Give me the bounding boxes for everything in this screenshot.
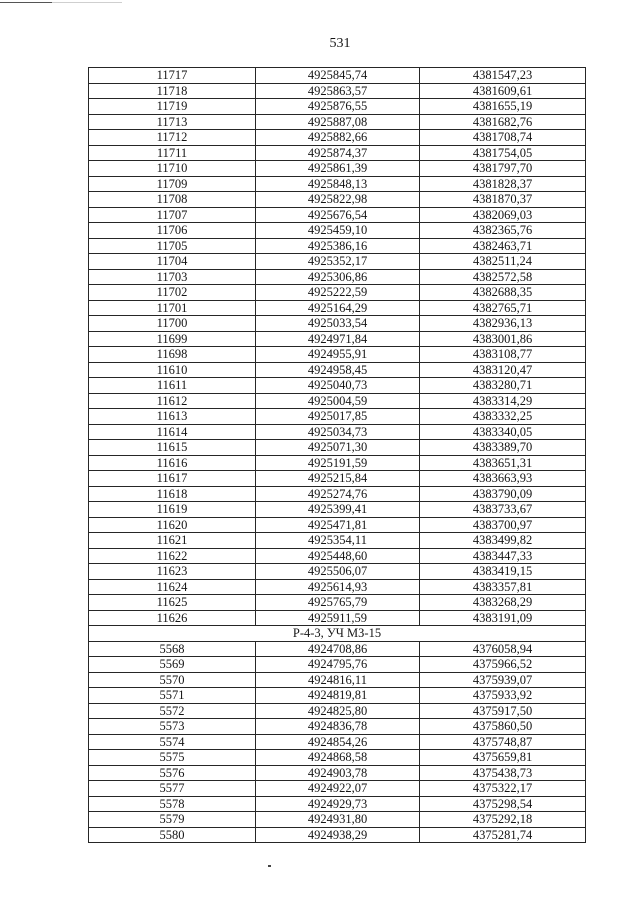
y-coordinate-cell: 4383120,47 xyxy=(420,362,586,378)
point-number-cell: 11710 xyxy=(89,161,256,177)
x-coordinate-cell: 4924819,81 xyxy=(256,688,420,704)
y-coordinate-cell: 4383419,15 xyxy=(420,564,586,580)
x-coordinate-cell: 4924836,78 xyxy=(256,719,420,735)
x-coordinate-cell: 4925765,79 xyxy=(256,595,420,611)
y-coordinate-cell: 4375659,81 xyxy=(420,750,586,766)
x-coordinate-cell: 4925191,59 xyxy=(256,455,420,471)
table-row xyxy=(89,393,586,409)
page-number: 531 xyxy=(329,36,351,51)
point-number-cell: 11706 xyxy=(89,223,256,239)
point-number-cell: 11718 xyxy=(89,83,256,99)
table-row xyxy=(89,812,586,828)
y-coordinate-cell: 4381870,37 xyxy=(420,192,586,208)
y-coordinate-cell: 4375438,73 xyxy=(420,765,586,781)
table-row xyxy=(89,719,586,735)
y-coordinate-cell: 4375298,54 xyxy=(420,796,586,812)
x-coordinate-cell: 4925822,98 xyxy=(256,192,420,208)
y-coordinate-cell: 4381754,05 xyxy=(420,145,586,161)
x-coordinate-cell: 4924938,29 xyxy=(256,827,420,843)
x-coordinate-cell: 4925861,39 xyxy=(256,161,420,177)
point-number-cell: 11701 xyxy=(89,300,256,316)
table-row xyxy=(89,114,586,130)
table-row xyxy=(89,192,586,208)
y-coordinate-cell: 4375933,92 xyxy=(420,688,586,704)
point-number-cell: 5570 xyxy=(89,672,256,688)
x-coordinate-cell: 4925863,57 xyxy=(256,83,420,99)
x-coordinate-cell: 4925034,73 xyxy=(256,424,420,440)
table-row xyxy=(89,300,586,316)
point-number-cell: 11625 xyxy=(89,595,256,611)
table-row xyxy=(89,238,586,254)
table-row xyxy=(89,688,586,704)
x-coordinate-cell: 4925459,10 xyxy=(256,223,420,239)
x-coordinate-cell: 4924854,26 xyxy=(256,734,420,750)
table-row xyxy=(89,533,586,549)
x-coordinate-cell: 4924971,84 xyxy=(256,331,420,347)
x-coordinate-cell: 4925352,17 xyxy=(256,254,420,270)
x-coordinate-cell: 4924955,91 xyxy=(256,347,420,363)
x-coordinate-cell: 4925274,76 xyxy=(256,486,420,502)
y-coordinate-cell: 4375939,07 xyxy=(420,672,586,688)
y-coordinate-cell: 4382936,13 xyxy=(420,316,586,332)
table-row xyxy=(89,781,586,797)
x-coordinate-cell: 4924816,11 xyxy=(256,672,420,688)
x-coordinate-cell: 4925614,93 xyxy=(256,579,420,595)
point-number-cell: 11624 xyxy=(89,579,256,595)
coordinates-table xyxy=(88,67,586,843)
table-row xyxy=(89,703,586,719)
point-number-cell: 11619 xyxy=(89,502,256,518)
point-number-cell: 5572 xyxy=(89,703,256,719)
table-row xyxy=(89,641,586,657)
point-number-cell: 11711 xyxy=(89,145,256,161)
table-row xyxy=(89,564,586,580)
point-number-cell: 11703 xyxy=(89,269,256,285)
table-row xyxy=(89,378,586,394)
table-row xyxy=(89,517,586,533)
y-coordinate-cell: 4381828,37 xyxy=(420,176,586,192)
x-coordinate-cell: 4925164,29 xyxy=(256,300,420,316)
point-number-cell: 11698 xyxy=(89,347,256,363)
point-number-cell: 5579 xyxy=(89,812,256,828)
y-coordinate-cell: 4383700,97 xyxy=(420,517,586,533)
y-coordinate-cell: 4381655,19 xyxy=(420,99,586,115)
x-coordinate-cell: 4925033,54 xyxy=(256,316,420,332)
y-coordinate-cell: 4382511,24 xyxy=(420,254,586,270)
x-coordinate-cell: 4925876,55 xyxy=(256,99,420,115)
table-body-group-1 xyxy=(89,68,586,626)
y-coordinate-cell: 4382572,58 xyxy=(420,269,586,285)
x-coordinate-cell: 4925874,37 xyxy=(256,145,420,161)
table-row xyxy=(89,471,586,487)
x-coordinate-cell: 4924929,73 xyxy=(256,796,420,812)
table-row xyxy=(89,595,586,611)
x-coordinate-cell: 4925882,66 xyxy=(256,130,420,146)
point-number-cell: 11620 xyxy=(89,517,256,533)
table-row xyxy=(89,610,586,626)
point-number-cell: 11626 xyxy=(89,610,256,626)
point-number-cell: 5574 xyxy=(89,734,256,750)
point-number-cell: 11700 xyxy=(89,316,256,332)
x-coordinate-cell: 4925471,81 xyxy=(256,517,420,533)
x-coordinate-cell: 4925399,41 xyxy=(256,502,420,518)
x-coordinate-cell: 4925448,60 xyxy=(256,548,420,564)
point-number-cell: 5569 xyxy=(89,657,256,673)
y-coordinate-cell: 4383280,71 xyxy=(420,378,586,394)
y-coordinate-cell: 4375917,50 xyxy=(420,703,586,719)
point-number-cell: 11612 xyxy=(89,393,256,409)
x-coordinate-cell: 4925040,73 xyxy=(256,378,420,394)
y-coordinate-cell: 4383663,93 xyxy=(420,471,586,487)
y-coordinate-cell: 4383790,09 xyxy=(420,486,586,502)
y-coordinate-cell: 4375292,18 xyxy=(420,812,586,828)
x-coordinate-cell: 4924931,80 xyxy=(256,812,420,828)
point-number-cell: 11713 xyxy=(89,114,256,130)
point-number-cell: 5573 xyxy=(89,719,256,735)
x-coordinate-cell: 4924708,86 xyxy=(256,641,420,657)
x-coordinate-cell: 4925222,59 xyxy=(256,285,420,301)
point-number-cell: 11623 xyxy=(89,564,256,580)
table-row xyxy=(89,347,586,363)
table-row xyxy=(89,455,586,471)
table-row xyxy=(89,176,586,192)
table-row xyxy=(89,223,586,239)
y-coordinate-cell: 4383001,86 xyxy=(420,331,586,347)
table-row xyxy=(89,145,586,161)
x-coordinate-cell: 4924958,45 xyxy=(256,362,420,378)
table-row xyxy=(89,269,586,285)
point-number-cell: 11717 xyxy=(89,68,256,84)
table-row xyxy=(89,362,586,378)
point-number-cell: 5576 xyxy=(89,765,256,781)
y-coordinate-cell: 4381708,74 xyxy=(420,130,586,146)
x-coordinate-cell: 4924903,78 xyxy=(256,765,420,781)
point-number-cell: 11708 xyxy=(89,192,256,208)
y-coordinate-cell: 4383332,25 xyxy=(420,409,586,425)
point-number-cell: 5575 xyxy=(89,750,256,766)
table-row xyxy=(89,424,586,440)
y-coordinate-cell: 4383314,29 xyxy=(420,393,586,409)
section-header: Р-4-3, УЧ МЗ-15 xyxy=(89,626,586,642)
point-number-cell: 11622 xyxy=(89,548,256,564)
point-number-cell: 11712 xyxy=(89,130,256,146)
y-coordinate-cell: 4383389,70 xyxy=(420,440,586,456)
point-number-cell: 11618 xyxy=(89,486,256,502)
x-coordinate-cell: 4925676,54 xyxy=(256,207,420,223)
y-coordinate-cell: 4383733,67 xyxy=(420,502,586,518)
point-number-cell: 11709 xyxy=(89,176,256,192)
point-number-cell: 11611 xyxy=(89,378,256,394)
table-row xyxy=(89,657,586,673)
x-coordinate-cell: 4924795,76 xyxy=(256,657,420,673)
y-coordinate-cell: 4382765,71 xyxy=(420,300,586,316)
point-number-cell: 11707 xyxy=(89,207,256,223)
y-coordinate-cell: 4381547,23 xyxy=(420,68,586,84)
point-number-cell: 11702 xyxy=(89,285,256,301)
y-coordinate-cell: 4381797,70 xyxy=(420,161,586,177)
table-row xyxy=(89,502,586,518)
table-row xyxy=(89,548,586,564)
scan-artifact-line-faint xyxy=(52,2,122,3)
x-coordinate-cell: 4925017,85 xyxy=(256,409,420,425)
y-coordinate-cell: 4383447,33 xyxy=(420,548,586,564)
x-coordinate-cell: 4925887,08 xyxy=(256,114,420,130)
table-row xyxy=(89,331,586,347)
point-number-cell: 11615 xyxy=(89,440,256,456)
table-section xyxy=(89,626,586,642)
point-number-cell: 5578 xyxy=(89,796,256,812)
table-row xyxy=(89,68,586,84)
point-number-cell: 11616 xyxy=(89,455,256,471)
y-coordinate-cell: 4383651,31 xyxy=(420,455,586,471)
y-coordinate-cell: 4383357,81 xyxy=(420,579,586,595)
y-coordinate-cell: 4382688,35 xyxy=(420,285,586,301)
point-number-cell: 11704 xyxy=(89,254,256,270)
x-coordinate-cell: 4925386,16 xyxy=(256,238,420,254)
table-row xyxy=(89,765,586,781)
y-coordinate-cell: 4375748,87 xyxy=(420,734,586,750)
table-row xyxy=(89,440,586,456)
y-coordinate-cell: 4383340,05 xyxy=(420,424,586,440)
x-coordinate-cell: 4925848,13 xyxy=(256,176,420,192)
x-coordinate-cell: 4925215,84 xyxy=(256,471,420,487)
table-row xyxy=(89,827,586,843)
y-coordinate-cell: 4375322,17 xyxy=(420,781,586,797)
table-row xyxy=(89,254,586,270)
x-coordinate-cell: 4924868,58 xyxy=(256,750,420,766)
x-coordinate-cell: 4924922,07 xyxy=(256,781,420,797)
table-row xyxy=(89,672,586,688)
table-row xyxy=(89,207,586,223)
y-coordinate-cell: 4375966,52 xyxy=(420,657,586,673)
table-row xyxy=(89,99,586,115)
table-row xyxy=(89,796,586,812)
y-coordinate-cell: 4375860,50 xyxy=(420,719,586,735)
x-coordinate-cell: 4925845,74 xyxy=(256,68,420,84)
y-coordinate-cell: 4383108,77 xyxy=(420,347,586,363)
point-number-cell: 11719 xyxy=(89,99,256,115)
point-number-cell: 11621 xyxy=(89,533,256,549)
scan-artifact-line xyxy=(0,2,52,3)
table-row xyxy=(89,750,586,766)
y-coordinate-cell: 4381682,76 xyxy=(420,114,586,130)
point-number-cell: 11699 xyxy=(89,331,256,347)
section-header-row xyxy=(89,626,586,642)
table-row xyxy=(89,486,586,502)
y-coordinate-cell: 4383268,29 xyxy=(420,595,586,611)
table-row xyxy=(89,285,586,301)
y-coordinate-cell: 4381609,61 xyxy=(420,83,586,99)
table-row xyxy=(89,316,586,332)
y-coordinate-cell: 4376058,94 xyxy=(420,641,586,657)
table-row xyxy=(89,409,586,425)
table-row xyxy=(89,161,586,177)
y-coordinate-cell: 4382463,71 xyxy=(420,238,586,254)
x-coordinate-cell: 4925506,07 xyxy=(256,564,420,580)
x-coordinate-cell: 4925354,11 xyxy=(256,533,420,549)
y-coordinate-cell: 4382365,76 xyxy=(420,223,586,239)
x-coordinate-cell: 4925004,59 xyxy=(256,393,420,409)
point-number-cell: 5568 xyxy=(89,641,256,657)
scan-artifact-dot xyxy=(268,865,271,867)
table-row xyxy=(89,734,586,750)
table-row xyxy=(89,83,586,99)
y-coordinate-cell: 4382069,03 xyxy=(420,207,586,223)
x-coordinate-cell: 4925911,59 xyxy=(256,610,420,626)
table-row xyxy=(89,579,586,595)
x-coordinate-cell: 4925071,30 xyxy=(256,440,420,456)
table-body-group-2 xyxy=(89,641,586,843)
point-number-cell: 5571 xyxy=(89,688,256,704)
point-number-cell: 5577 xyxy=(89,781,256,797)
y-coordinate-cell: 4375281,74 xyxy=(420,827,586,843)
y-coordinate-cell: 4383191,09 xyxy=(420,610,586,626)
x-coordinate-cell: 4925306,86 xyxy=(256,269,420,285)
point-number-cell: 5580 xyxy=(89,827,256,843)
point-number-cell: 11614 xyxy=(89,424,256,440)
point-number-cell: 11613 xyxy=(89,409,256,425)
x-coordinate-cell: 4924825,80 xyxy=(256,703,420,719)
table-row xyxy=(89,130,586,146)
point-number-cell: 11705 xyxy=(89,238,256,254)
y-coordinate-cell: 4383499,82 xyxy=(420,533,586,549)
point-number-cell: 11617 xyxy=(89,471,256,487)
point-number-cell: 11610 xyxy=(89,362,256,378)
